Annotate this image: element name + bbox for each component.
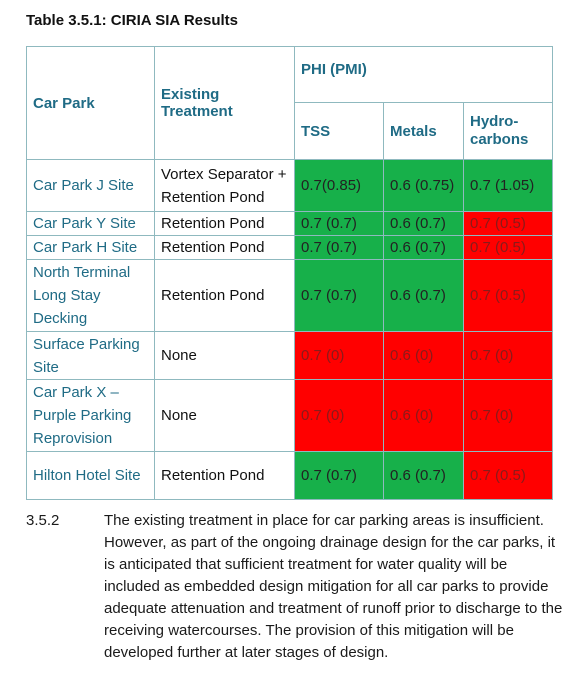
treatment: Retention Pond (155, 212, 295, 236)
hydrocarbons-value: 0.7 (1.05) (464, 160, 553, 212)
site-name: Car Park H Site (27, 236, 155, 260)
metals-value: 0.6 (0) (384, 332, 464, 380)
site-name: Hilton Hotel Site (27, 452, 155, 500)
tss-value: 0.7 (0.7) (295, 260, 384, 332)
sia-results-table (26, 46, 553, 500)
tss-value: 0.7 (0.7) (295, 236, 384, 260)
metals-value: 0.6 (0.7) (384, 260, 464, 332)
site-name: North Terminal Long Stay Decking (27, 260, 155, 332)
table-title: Table 3.5.1: CIRIA SIA Results (26, 12, 238, 29)
hydrocarbons-value: 0.7 (0.5) (464, 452, 553, 500)
table-row (27, 260, 553, 332)
treatment: Retention Pond (155, 452, 295, 500)
site-name: Car Park X – Purple Parking Reprovision (27, 380, 155, 452)
hydrocarbons-value: 0.7 (0.5) (464, 236, 553, 260)
metals-value: 0.6 (0.7) (384, 452, 464, 500)
header-existing-treatment: Existing Treatment (155, 47, 295, 160)
paragraph-number: 3.5.2 (26, 512, 60, 529)
hydrocarbons-value: 0.7 (0.5) (464, 212, 553, 236)
header-car-park: Car Park (27, 47, 155, 160)
metals-value: 0.6 (0.7) (384, 212, 464, 236)
header-metals: Metals (384, 103, 464, 160)
site-name: Car Park J Site (27, 160, 155, 212)
table-row (27, 236, 553, 260)
site-name: Car Park Y Site (27, 212, 155, 236)
treatment: Retention Pond (155, 260, 295, 332)
tss-value: 0.7 (0.7) (295, 452, 384, 500)
metals-value: 0.6 (0) (384, 380, 464, 452)
treatment: Vortex Separator + Retention Pond (155, 160, 295, 212)
table-row (27, 380, 553, 452)
site-name: Surface Parking Site (27, 332, 155, 380)
metals-value: 0.6 (0.7) (384, 236, 464, 260)
table-row (27, 452, 553, 500)
hydrocarbons-value: 0.7 (0) (464, 332, 553, 380)
tss-value: 0.7 (0) (295, 332, 384, 380)
table-row (27, 332, 553, 380)
tss-value: 0.7(0.85) (295, 160, 384, 212)
tss-value: 0.7 (0.7) (295, 212, 384, 236)
hydrocarbons-value: 0.7 (0.5) (464, 260, 553, 332)
header-phi: PHI (PMI) (295, 47, 553, 103)
table-row (27, 160, 553, 212)
tss-value: 0.7 (0) (295, 380, 384, 452)
metals-value: 0.6 (0.75) (384, 160, 464, 212)
paragraph-text: The existing treatment in place for car parking areas is insufficient. However, as part of the ongoing drainage design for the car parks, it is anticipated that sufficient treatment for water quality will be included as embedded design mitigation for all car parks to provide adequate attenuation and treatment of runoff prior to discharge to the receiving watercourses. The provision of this mitigation will be developed further at later stages of design. (104, 512, 563, 661)
header-tss: TSS (295, 103, 384, 160)
hydrocarbons-value: 0.7 (0) (464, 380, 553, 452)
treatment: None (155, 380, 295, 452)
treatment: None (155, 332, 295, 380)
header-hydrocarbons: Hydro- carbons (464, 103, 553, 160)
treatment: Retention Pond (155, 236, 295, 260)
table-row (27, 212, 553, 236)
